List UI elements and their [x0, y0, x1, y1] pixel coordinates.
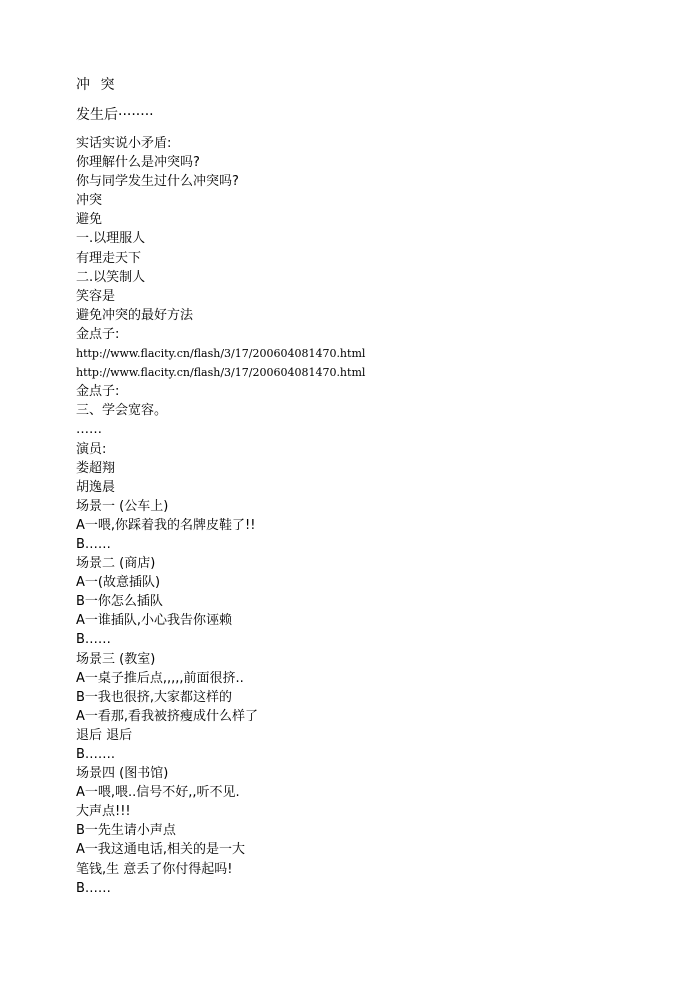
document-line: A一喂,你踩着我的名牌皮鞋了!!: [76, 517, 256, 533]
document-line: 胡逸晨: [76, 479, 116, 495]
document-line: 避免冲突的最好方法: [76, 307, 194, 323]
document-line: A一我这通电话,相关的是一大: [76, 842, 246, 858]
document-line: 笑容是: [76, 288, 116, 304]
document-line: B……: [76, 880, 111, 896]
document-line: 场景一 (公车上): [76, 498, 169, 514]
document-body: [76, 134, 676, 898]
document-line: 大声点!!!: [76, 804, 131, 820]
document-line: 退后 退后: [76, 727, 133, 743]
document-line: 金点子:: [76, 384, 120, 400]
document-line: B一你怎么插队: [76, 594, 163, 610]
document-title: 冲 突: [76, 77, 118, 93]
document-line: 娄超翔: [76, 460, 116, 476]
document-line: 场景二 (商店): [76, 556, 156, 572]
document-line: B一我也很挤,大家都这样的: [76, 689, 233, 705]
document-line: 二.以笑制人: [76, 269, 146, 285]
document-line: 你理解什么是冲突吗?: [76, 155, 200, 171]
document-line: A一喂,喂..信号不好,,听不见.: [76, 785, 240, 801]
document-line: 演员:: [76, 441, 107, 457]
document-line: 场景四 (图书馆): [76, 766, 169, 782]
document-line: 场景三 (教室): [76, 651, 156, 667]
document-line: 避免: [76, 212, 103, 228]
document-line: ……: [76, 422, 102, 438]
document-link-line[interactable]: http://www.flacity.cn/flash/3/17/200604081470.html: [76, 366, 366, 380]
document-line: 一.以理服人: [76, 231, 146, 247]
document-line: B……: [76, 536, 111, 552]
document-line: A一桌子推后点,,,,,前面很挤..: [76, 670, 244, 686]
document-line: A一看那,看我被挤瘦成什么样了: [76, 708, 259, 724]
document-line: 笔钱,生 意丢了你付得起吗!: [76, 861, 233, 877]
document-line: 你与同学发生过什么冲突吗?: [76, 174, 239, 190]
document-line: 有理走天下: [76, 250, 142, 266]
document-line: B一先生请小声点: [76, 823, 176, 839]
document-line: A一谁插队,小心我告你诬赖: [76, 613, 233, 629]
document-line: A一(故意插队): [76, 575, 161, 591]
document-subtitle: 发生后········: [76, 107, 154, 123]
document-line: B……: [76, 632, 111, 648]
document-line: 冲突: [76, 193, 103, 209]
document-link-line[interactable]: http://www.flacity.cn/flash/3/17/200604081470.html: [76, 347, 366, 361]
document-line: 实话实说小矛盾:: [76, 136, 172, 151]
document-line: 金点子:: [76, 326, 120, 342]
document-line: B…….: [76, 747, 116, 762]
document-line: 三、学会宽容。: [76, 403, 168, 419]
